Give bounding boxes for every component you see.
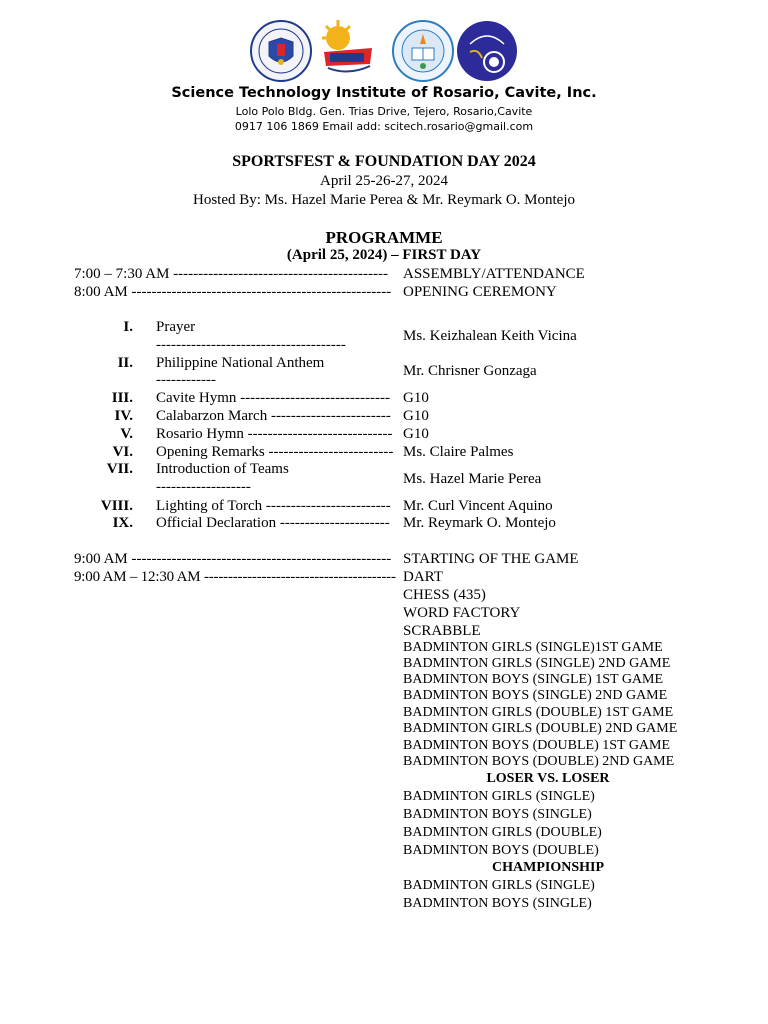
badminton-game: BADMINTON GIRLS (DOUBLE) 2ND GAME xyxy=(403,721,678,736)
schedule-activity: ASSEMBLY/ATTENDANCE xyxy=(403,266,585,282)
deped-seal-icon xyxy=(250,18,312,84)
ceremony-dashes: -------------------------------------- xyxy=(156,337,346,353)
ceremony-item: Rosario Hymn ----------------------------- xyxy=(156,426,393,442)
school-name: Science Technology Institute of Rosario, Cavite, Inc. xyxy=(171,85,597,101)
championship-game: BADMINTON BOYS (SINGLE) xyxy=(403,896,592,911)
ceremony-dashes: ------------------- xyxy=(156,479,251,495)
schedule-time: 7:00 – 7:30 AM ------------------------------------------- xyxy=(74,266,388,282)
ceremony-person: G10 xyxy=(403,426,429,442)
schedule-activity: STARTING OF THE GAME xyxy=(403,551,579,567)
ceremony-person: G10 xyxy=(403,408,429,424)
event-hosts: Hosted By: Ms. Hazel Marie Perea & Mr. Reymark O. Montejo xyxy=(192,192,575,208)
item-number: IX. xyxy=(112,515,133,531)
item-number: III. xyxy=(111,390,133,406)
ceremony-item: Prayer xyxy=(156,319,196,335)
loser-game: BADMINTON GIRLS (SINGLE) xyxy=(403,789,595,804)
item-number: VI. xyxy=(112,444,133,460)
programme-day: (April 25, 2024) – FIRST DAY xyxy=(286,247,482,263)
ceremony-item: Lighting of Torch ------------------------- xyxy=(156,498,391,514)
ceremony-person: G10 xyxy=(403,390,429,406)
ceremony-person: Mr. Chrisner Gonzaga xyxy=(403,363,537,379)
ceremony-item: Official Declaration ---------------------- xyxy=(156,515,390,531)
ceremony-person: Mr. Curl Vincent Aquino xyxy=(403,498,553,514)
badminton-game: BADMINTON GIRLS (SINGLE) 2ND GAME xyxy=(403,656,671,671)
badminton-game: BADMINTON GIRLS (SINGLE)1ST GAME xyxy=(403,640,663,655)
ceremony-person: Ms. Keizhalean Keith Vicina xyxy=(403,328,577,344)
item-number: VIII. xyxy=(100,498,133,514)
item-number: IV. xyxy=(114,408,133,424)
ceremony-item: Philippine National Anthem xyxy=(156,355,325,371)
schedule-activity: DART xyxy=(403,569,443,585)
ceremony-item: Introduction of Teams xyxy=(156,461,289,477)
loser-game: BADMINTON BOYS (SINGLE) xyxy=(403,807,592,822)
schedule-time: 9:00 AM – 12:30 AM ---------------------------------------- xyxy=(74,569,396,585)
ceremony-item: Cavite Hymn ------------------------------ xyxy=(156,390,391,406)
loser-heading: LOSER VS. LOSER xyxy=(486,771,610,786)
school-contact: 0917 106 1869 Email add: scitech.rosario@gmail.com xyxy=(234,120,534,133)
ceremony-person: Ms. Claire Palmes xyxy=(403,444,514,460)
item-number: V. xyxy=(120,426,133,442)
item-number: II. xyxy=(117,355,133,371)
event-title: SPORTSFEST & FOUNDATION DAY 2024 xyxy=(232,153,536,170)
badminton-game: BADMINTON GIRLS (DOUBLE) 1ST GAME xyxy=(403,705,674,720)
loser-game: BADMINTON GIRLS (DOUBLE) xyxy=(403,825,602,840)
schedule-time: 8:00 AM ---------------------------------------------------- xyxy=(74,284,392,300)
badminton-game: BADMINTON BOYS (SINGLE) 1ST GAME xyxy=(403,672,664,687)
championship-game: BADMINTON GIRLS (SINGLE) xyxy=(403,878,595,893)
badminton-game: BADMINTON BOYS (DOUBLE) 2ND GAME xyxy=(403,754,675,769)
game-item: CHESS (435) xyxy=(403,587,486,603)
badminton-game: BADMINTON BOYS (DOUBLE) 1ST GAME xyxy=(403,738,671,753)
ceremony-person: Ms. Hazel Marie Perea xyxy=(403,471,542,487)
game-item: WORD FACTORY xyxy=(403,605,521,621)
item-number: I. xyxy=(123,319,133,335)
game-item: SCRABBLE xyxy=(403,623,481,639)
scitech-logo-icon xyxy=(456,18,518,84)
ceremony-person: Mr. Reymark O. Montejo xyxy=(403,515,556,531)
ceremony-item: Calabarzon March ------------------------ xyxy=(156,408,391,424)
ceremony-dashes: ------------ xyxy=(156,372,216,388)
logo-strip xyxy=(0,18,768,84)
championship-heading: CHAMPIONSHIP xyxy=(492,860,604,875)
item-number: VII. xyxy=(106,461,133,477)
badminton-game: BADMINTON BOYS (SINGLE) 2ND GAME xyxy=(403,688,668,703)
event-dates: April 25-26-27, 2024 xyxy=(320,173,448,189)
programme-title: PROGRAMME xyxy=(325,228,443,247)
loser-game: BADMINTON BOYS (DOUBLE) xyxy=(403,843,599,858)
schedule-activity: OPENING CEREMONY xyxy=(403,284,557,300)
schedule-time: 9:00 AM ---------------------------------------------------- xyxy=(74,551,392,567)
ceremony-item: Opening Remarks ------------------------- xyxy=(156,444,394,460)
school-address: Lolo Polo Bldg. Gen. Trias Drive, Tejero, Rosario,Cavite xyxy=(235,105,533,118)
rosario-school-seal-icon xyxy=(392,18,454,84)
deped-cavite-logo-icon xyxy=(316,18,378,84)
